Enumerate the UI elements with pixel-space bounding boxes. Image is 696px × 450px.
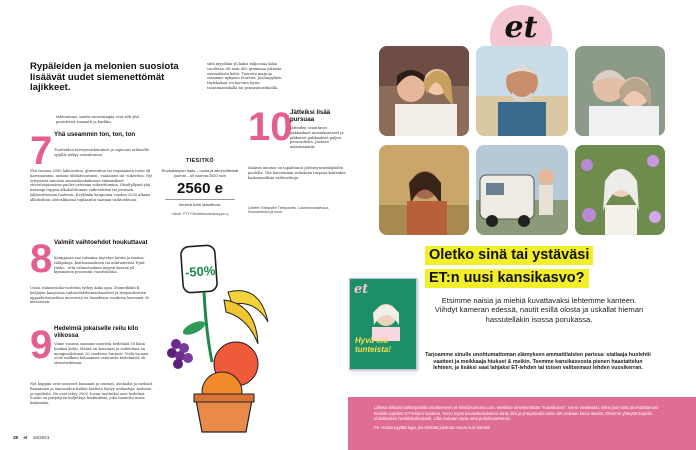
magazine-cover	[349, 278, 417, 370]
cover-title: Hyvä olo tunteista!	[355, 336, 391, 354]
photo-man-beach	[476, 46, 568, 136]
did-you-know-unit: henkeä kohti laskettuna.	[179, 201, 221, 207]
column-text: siitä myydään yli kaksi miljoonaa kiloa vuodessa, eli noin 400 grammaa jokaista suomalaista kohti. Tuoreita marjoja ostamme nykyisin tuoreita. Joulunpyhien täytekakun voi korvata hyvin tuontimansikalla tai pensasmustikoilla.	[207, 62, 282, 90]
discount-badge: -50%	[184, 262, 216, 280]
cover-logo: et	[354, 282, 369, 297]
did-you-know-figure: 2560 e	[177, 180, 223, 197]
tip-8	[30, 237, 156, 320]
tip-9	[30, 323, 156, 431]
tip-number: 7	[30, 129, 53, 173]
sources-credit: Lähteet: Elintarvike Tietopalvelu, Luonnonvarakeskus, Ruokaviraston ja muut.	[248, 206, 330, 215]
headline: Rypäleiden ja melonien suosiota lisäävät uudet siemenettömät lajikkeet.	[30, 61, 179, 94]
tip-text: Viime vuonna suomme nuorista hedelmiä 58 kiloa henkeä kohti. Määrä on kasvanut ja vaihteluna on monipuolistunut 20 vuodessa hurjasti. Vielä vuonna 2000 melkein kolmannes ostetuista hedelmistä oli sitrushedelmiä.	[54, 342, 149, 366]
intro-text: tähtiuutuus, mutta suosituimpia ovat silti yhä perinteiset tomaatti ja kurkku.	[56, 115, 139, 124]
did-you-know-label: TIESITKÖ	[185, 158, 215, 164]
tip-title: Hedelmiä jokaiselle reilu kilo viikossa	[54, 325, 139, 339]
photo-couple	[379, 46, 469, 136]
page-number: 38	[13, 435, 19, 440]
photo-women-hug	[575, 46, 665, 136]
did-you-know-desc: Ruokakaupan laatu – ruoka ja alkoholittomat juomat – oli vuonna 2020 noin	[161, 168, 239, 178]
tip-text-more: Sinärrä muutos on tapahtunut jätteittysentekijöiden puolella. Yhä harvemmin roskiksen turpoaa kuitenkin kaikenmallisia vaihtoehtoja.	[248, 166, 346, 180]
tip-text-more: Yhä vuonna 2000 laktoositon, gluteeniton tai vegaaninen tuote oli harvinaisuus, samoin tähtäävuutinen, -vaalainen tai -sokeriton. Nyt erityisesti sanoista aseanokeukukoissa enimmäkset virvoitusjuomissa paolet oetsraan sokerittomina. Ottaltyllyinä yhä useampi tuppaa alkoholittoman vaihtoehdon tai jeerinen laktoosittoman luotteen. K-ryhmän kaupoissa vuoden 2020 alkana alkoholiton olutvalikoima tuplaantui saataan vaihtoehtoon.	[30, 169, 153, 202]
instructions-text: Lähetä viikkoisi sähköpostilla osoitteeseen et-lehti@sanoma.com. Merkitse aiheekenttään "Kansikasvo". Kerro viestissäsi, miksi juuri sinä tai ehdottamasi henkilö sopisitte ET-lehden kanteen. Kerro myös kuvauskokukseen siinä, liitä ja yhteystiedot sekä olet mukaan kuvia itsestä. Otamme yhteyttä sopiviin ehdokkaisiin henkilökohtaisesti. Liitä mukaan myös oma puhelinnumerosi.	[374, 405, 658, 422]
did-you-know-source: Lähde: PTY Päivittäistavarakauppa ry	[171, 211, 229, 216]
photo-woman-field	[379, 145, 469, 235]
headline-line-2: ET:n uusi kansikasvo?	[425, 269, 589, 288]
photo-woman-flowers	[575, 145, 665, 235]
logo-text: et	[504, 10, 538, 45]
body-text: Etsimme naisia ja miehiä kuvattavaksi lehtemme kanteen. Viihdyt kameran edessä, nautit esillä olosta ja uskallat hieman hassutellakin isossa porukassa.	[434, 296, 644, 324]
footer-issue: 16/2021	[32, 435, 50, 440]
tip-number: 10	[248, 105, 293, 149]
headline-line-1: Oletko sinä tai ystäväsi	[425, 246, 593, 265]
tip-number: 8	[30, 237, 53, 281]
instructions-box	[348, 397, 696, 450]
tip-number: 9	[30, 323, 53, 367]
photo-woman-camper	[476, 145, 568, 235]
page-footer	[13, 435, 49, 440]
tip-title: Jätteiksi lisää pursuaa	[290, 109, 331, 123]
footer-magazine: et	[23, 435, 28, 440]
instructions-ps: Ps. Huista pyytää lupa, jos ehdotat jotakuta muuta kuin itseäsi!	[374, 424, 491, 430]
tip-text: Jätteiden osuuttavat pakkaukset moninkuntaset ja pikkuiset pakkaukset paljon perusaiheita. Jaetaan määrämäärät.	[290, 126, 344, 150]
tip-title: Yhä useammin ton, ton, ton	[54, 131, 136, 138]
fruit-illustration	[160, 232, 280, 437]
did-you-know-box	[160, 158, 240, 216]
offer-text: Tarjoamme sinulle unohtumattoman elämyksen ammattilaisten parissa: stailaaja huolehtii vaatteet ja meikkaaja hiukset & meikin. Teemme kansikasvosta pienen haastattelun lehteen, ja lisäksi saat lahjaksi ET-lehden tai toisen valitsemasi lehden vuosikerran.	[425, 352, 651, 372]
tip-title: Valmiit vaihtoehdot houkuttavat	[54, 239, 148, 246]
tip-text-more: Uusia valmisruoka-tuotteita tyrkyy koko ajan. Esimerkiksi K-kedjujen kaupoissa vaihtoehdeleimuukaaeleet ja itsepaetiestien appaelutioimeiban merseistä on lisaodessa vuodessa kasvanut 30 kertaisesti.	[30, 286, 150, 305]
tip-7	[30, 129, 156, 232]
tip-text-more: Nyt kuppiin ovat nousseet banaanit ja omenat, avokadot ja melonit. Banaanien ja omenoiden lisäksi kortista löytyy avokadoja, melonia ja rypäleitä. Ne ovat tehty 2000 -luvun tuotteiksi uusi hedelmä. Suomi on pirtynytön kuljettuja herkuuksia, joka tuomittu uusia lisäämään.	[30, 382, 154, 406]
tip-text: Kauppaota saa valmiina täytetyn leivän ja maitoa valkjahoja, keittoamuokoen tai mikruateriai. Ejuit tiinhe, -että valmistuokien myynti kasvaa yli kymmenen prosentin vuosivauhtia.	[54, 256, 145, 275]
divider	[165, 199, 235, 200]
tip-text: Tuotteiden terveysvaikutukset ja sopivuus erilaisille syöjille näkyy ostoskorissa.	[54, 148, 149, 157]
cover-portrait	[364, 297, 408, 341]
